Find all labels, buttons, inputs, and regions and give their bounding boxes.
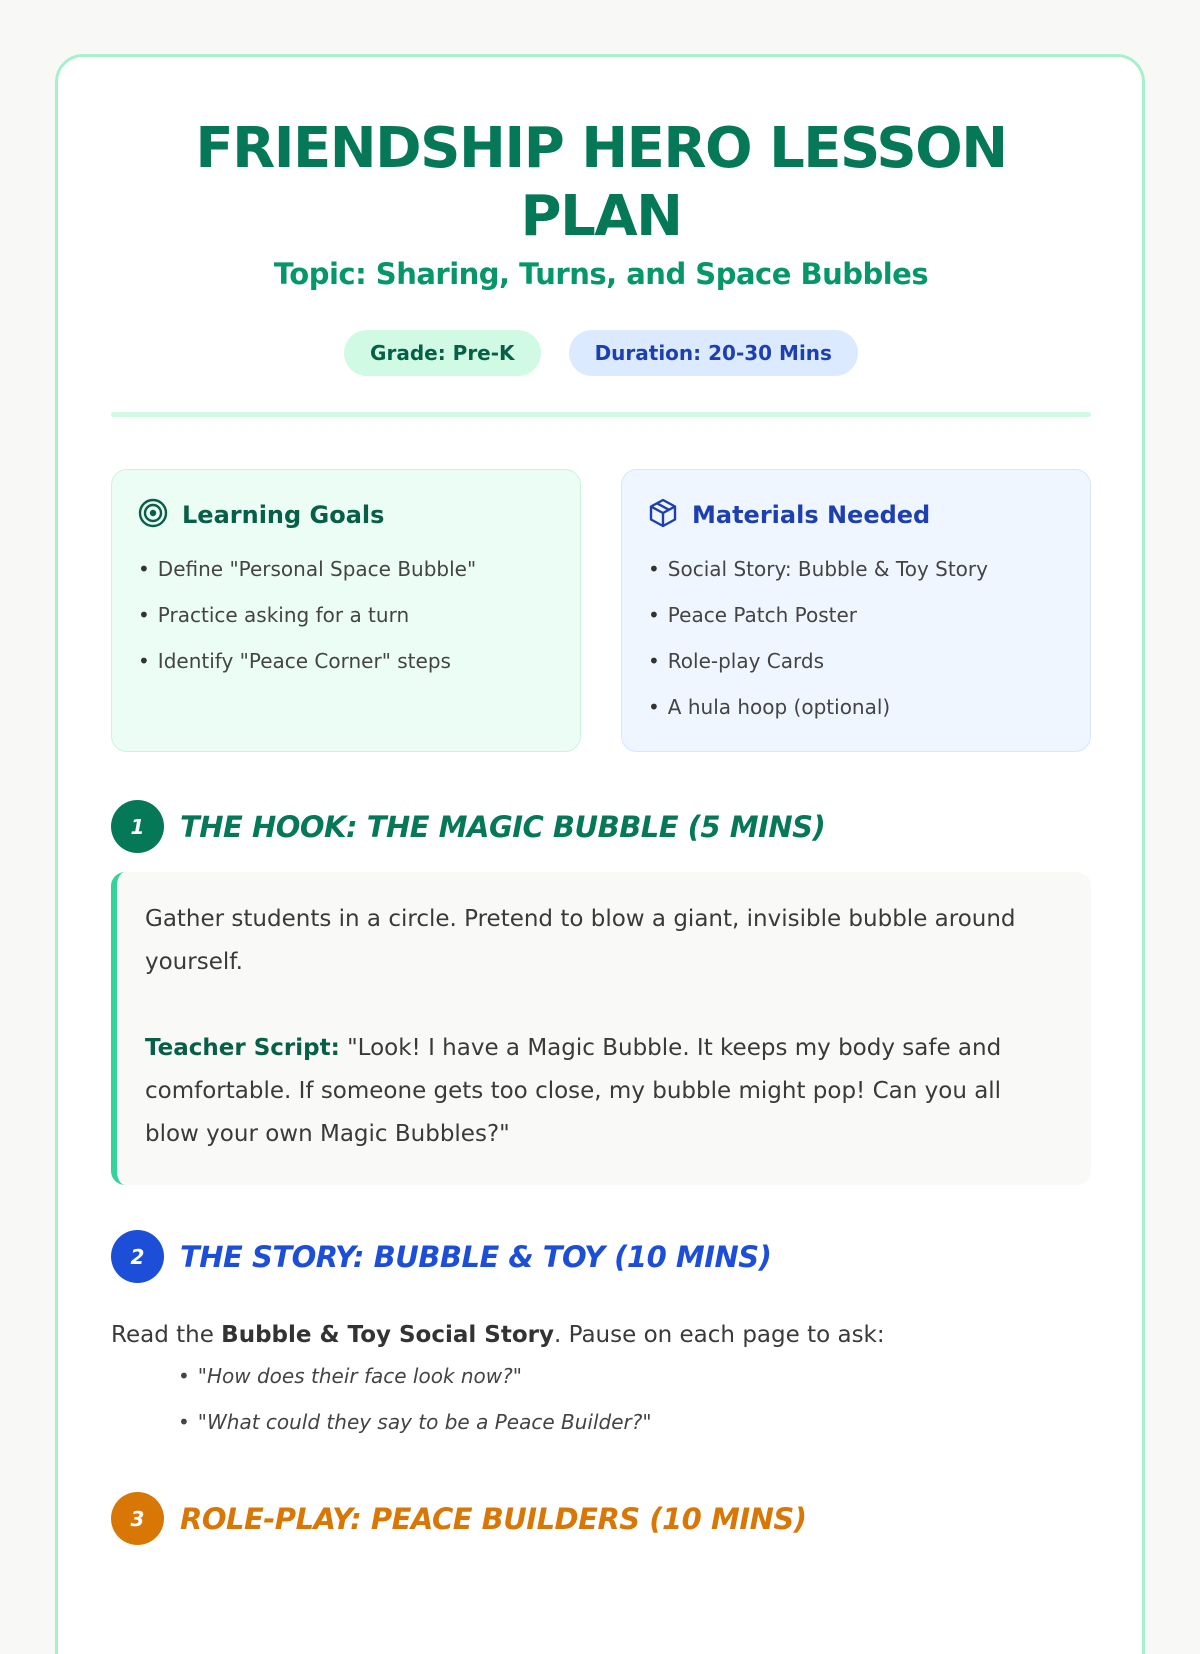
page-subtitle: Topic: Sharing, Turns, and Space Bubbles [273, 257, 929, 291]
section-number-badge: 3 [111, 1492, 164, 1545]
list-item: • "What could they say to be a Peace Builder?" [178, 1399, 652, 1445]
duration-badge: Duration: 20-30 Mins [569, 330, 858, 376]
lesson-plan-card [55, 54, 1145, 1654]
teacher-script-text: "Look! I have a Magic Bubble. It keeps my body safe and comfortable. If someone gets too close, my bubble might pop! Can you all blow your own Magic Bubbles?" [145, 1035, 1002, 1147]
teacher-script-label: Teacher Script: [145, 1035, 340, 1061]
story-questions-list [178, 1353, 652, 1445]
materials-label: Materials Needed [692, 501, 931, 529]
badge-row [111, 330, 1091, 376]
section-roleplay-heading [111, 1492, 807, 1545]
page-title: FRIENDSHIP HERO LESSON PLAN [195, 116, 1007, 249]
target-icon [138, 498, 168, 532]
grade-badge: Grade: Pre-K [344, 330, 541, 376]
story-title-bold: Bubble & Toy Social Story [221, 1322, 554, 1348]
section-hook-title: THE HOOK: THE MAGIC BUBBLE (5 MINS) [180, 809, 826, 844]
section-story-title: THE STORY: BUBBLE & TOY (10 MINS) [180, 1239, 772, 1274]
list-item: • Practice asking for a turn [138, 592, 554, 638]
story-intro [111, 1322, 1091, 1348]
hook-callout [111, 872, 1091, 1185]
section-number-badge: 2 [111, 1230, 164, 1283]
section-story-heading [111, 1230, 771, 1283]
teacher-script [145, 1027, 1061, 1156]
list-item: • Role-play Cards [648, 638, 1064, 684]
story-intro-text-end: . Pause on each page to ask: [554, 1322, 885, 1348]
header-divider [111, 412, 1091, 417]
list-item: • A hula hoop (optional) [648, 684, 1064, 730]
section-roleplay-title: ROLE-PLAY: PEACE BUILDERS (10 MINS) [180, 1501, 807, 1536]
list-item: • Define "Personal Space Bubble" [138, 546, 554, 592]
list-item: • Peace Patch Poster [648, 592, 1064, 638]
materials-box [621, 469, 1091, 752]
learning-goals-box [111, 469, 581, 752]
learning-goals-list [138, 546, 554, 684]
list-item: • "How does their face look now?" [178, 1353, 652, 1399]
hook-paragraph: Gather students in a circle. Pretend to blow a giant, invisible bubble around yourself. [145, 906, 1016, 975]
section-number-badge: 1 [111, 800, 164, 853]
materials-list [648, 546, 1064, 730]
list-item: • Social Story: Bubble & Toy Story [648, 546, 1064, 592]
section-hook-heading [111, 800, 825, 853]
learning-goals-label: Learning Goals [182, 501, 385, 529]
package-icon [648, 498, 678, 532]
list-item: • Identify "Peace Corner" steps [138, 638, 554, 684]
story-intro-text: Read the [111, 1322, 222, 1348]
